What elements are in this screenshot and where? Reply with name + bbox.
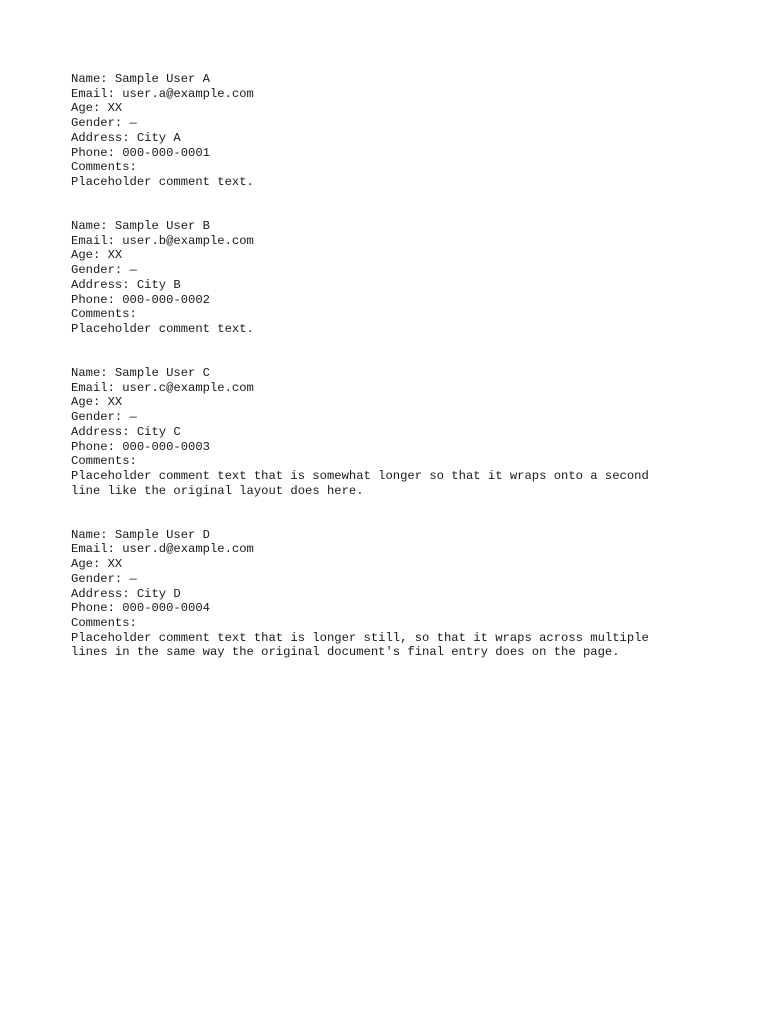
record-name-line (71, 528, 681, 543)
field-label-age: Age: (71, 395, 108, 410)
field-label-age: Age: (71, 248, 108, 263)
field-label-email: Email: (71, 542, 123, 557)
record-name-line (71, 219, 681, 234)
field-value-address: City D (136, 586, 181, 601)
field-label-comments: Comments: (71, 160, 137, 175)
record-name-line (71, 366, 681, 381)
field-value-name: Sample User C (114, 366, 210, 381)
field-value-phone: 000-000-0002 (122, 292, 210, 307)
field-value-gender: — (129, 116, 137, 131)
field-label-age: Age: (71, 101, 108, 116)
record-phone-line (71, 293, 681, 308)
record-entry (71, 219, 696, 337)
field-value-comments: Placeholder comment text that is somewhat longer so that it wraps onto a second line like the original layout does here. (71, 468, 657, 498)
record-age-line (71, 101, 681, 116)
record-gender-line (71, 572, 681, 587)
field-label-comments: Comments: (71, 307, 137, 322)
record-email-line (71, 87, 681, 102)
field-value-gender: — (129, 410, 137, 425)
field-value-email: user.a@example.com (122, 86, 254, 101)
record-address-line (71, 131, 681, 146)
field-value-gender: — (129, 263, 137, 278)
record-phone-line (71, 601, 681, 616)
field-value-phone: 000-000-0003 (122, 439, 210, 454)
record-email-line (71, 542, 681, 557)
record-phone-line (71, 146, 681, 161)
field-label-email: Email: (71, 86, 123, 101)
field-label-address: Address: (71, 586, 137, 601)
field-label-address: Address: (71, 130, 137, 145)
field-label-gender: Gender: (71, 571, 130, 586)
record-email-line (71, 381, 681, 396)
field-label-email: Email: (71, 233, 123, 248)
field-value-address: City B (136, 277, 181, 292)
field-value-comments: Placeholder comment text that is longer still, so that it wraps across multiple lines in the same way the original document's final entry does on the page. (71, 630, 657, 660)
record-address-line (71, 278, 681, 293)
field-label-phone: Phone: (71, 145, 123, 160)
field-label-name: Name: (71, 72, 115, 86)
field-value-age: XX (107, 101, 123, 116)
field-label-comments: Comments: (71, 615, 137, 630)
field-label-phone: Phone: (71, 292, 123, 307)
record-entry (71, 72, 696, 190)
record-address-line (71, 425, 681, 440)
field-label-phone: Phone: (71, 439, 123, 454)
record-gender-line (71, 263, 681, 278)
field-value-email: user.d@example.com (122, 542, 254, 557)
record-age-line (71, 557, 681, 572)
record-phone-line (71, 440, 681, 455)
field-label-gender: Gender: (71, 410, 130, 425)
field-value-age: XX (107, 557, 123, 572)
field-value-name: Sample User A (114, 72, 210, 86)
field-label-name: Name: (71, 366, 115, 381)
field-label-gender: Gender: (71, 116, 130, 131)
field-label-comments: Comments: (71, 454, 137, 469)
record-age-line (71, 395, 681, 410)
field-value-phone: 000-000-0004 (122, 601, 210, 616)
field-label-name: Name: (71, 527, 115, 542)
record-entry (71, 366, 696, 498)
field-value-name: Sample User B (114, 219, 210, 234)
field-label-phone: Phone: (71, 601, 123, 616)
record-entry (71, 528, 696, 660)
field-value-email: user.c@example.com (122, 380, 254, 395)
field-value-gender: — (129, 571, 137, 586)
record-email-line (71, 234, 681, 249)
field-label-age: Age: (71, 557, 108, 572)
record-address-line (71, 587, 681, 602)
field-label-gender: Gender: (71, 263, 130, 278)
field-value-name: Sample User D (114, 527, 210, 542)
field-label-address: Address: (71, 424, 137, 439)
record-gender-line (71, 116, 681, 131)
field-label-email: Email: (71, 380, 123, 395)
field-value-address: City C (136, 424, 181, 439)
field-value-age: XX (107, 395, 123, 410)
field-label-name: Name: (71, 219, 115, 234)
record-name-line (71, 72, 681, 87)
field-value-age: XX (107, 248, 123, 263)
field-value-email: user.b@example.com (122, 233, 254, 248)
record-gender-line (71, 410, 681, 425)
field-value-comments: Placeholder comment text. (71, 174, 254, 189)
field-label-address: Address: (71, 277, 137, 292)
field-value-phone: 000-000-0001 (122, 145, 210, 160)
field-value-comments: Placeholder comment text. (71, 321, 254, 336)
record-age-line (71, 248, 681, 263)
field-value-address: City A (136, 130, 181, 145)
